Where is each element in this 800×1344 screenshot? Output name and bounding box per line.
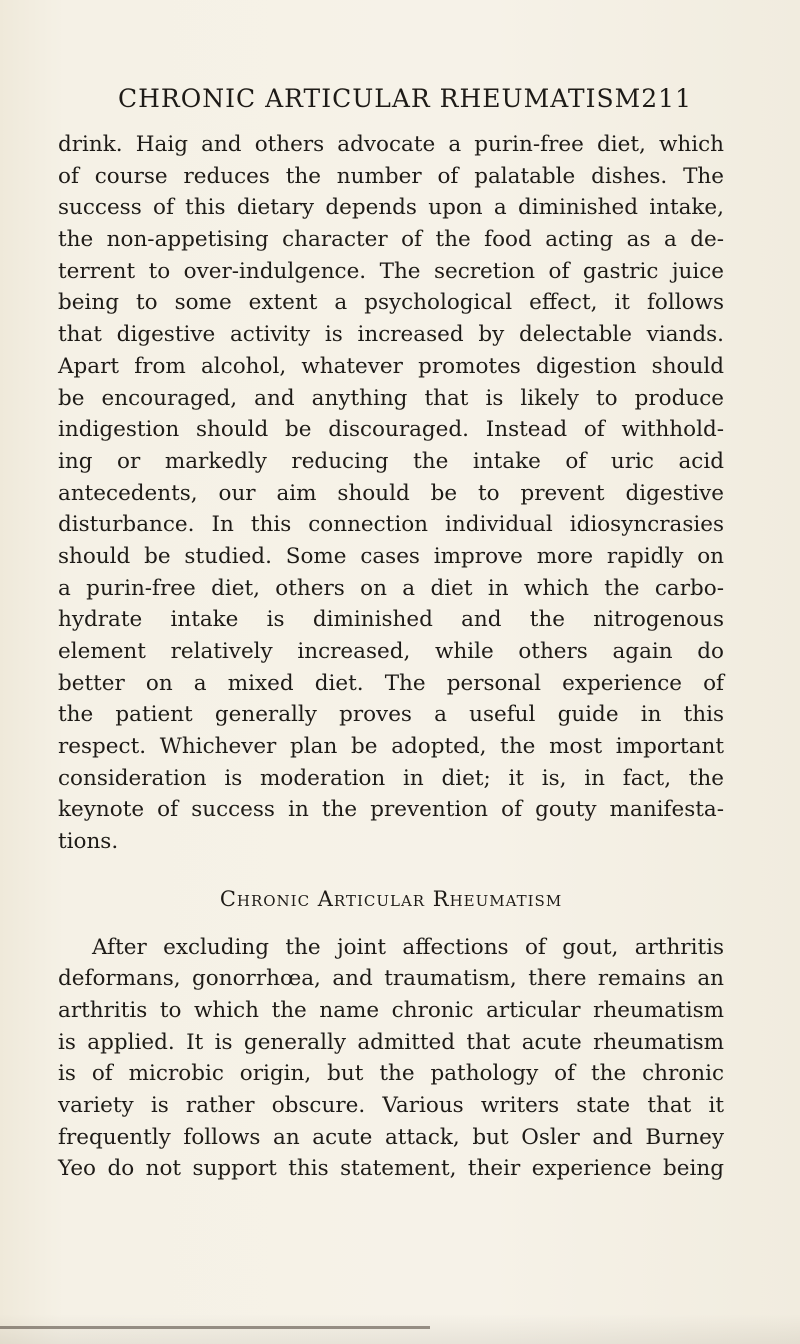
running-head — [118, 84, 692, 116]
text-line: tions. — [58, 829, 119, 855]
text-line: the patient generally proves a useful guide in this — [58, 702, 724, 728]
section-heading: Chronic Articular Rheumatism — [219, 886, 563, 911]
text-line: element relatively increased, while others again do — [58, 639, 724, 664]
running-head-title: CHRONIC ARTICULAR RHEUMATISM — [118, 84, 642, 113]
text-line: should be studied. Some cases improve more rapidly on — [58, 543, 724, 569]
text-line: indigestion should be discouraged. Instead of withhold- — [58, 417, 724, 443]
text-line: arthritis to which the name chronic articular rheumatism — [58, 997, 724, 1023]
text-line: variety is rather obscure. Various writers state that it — [58, 1092, 724, 1118]
text-line: ing or markedly reducing the intake of uric acid — [58, 448, 724, 474]
text-line: being to some extent a psychological effect, it follows — [58, 290, 724, 316]
text-line: better on a mixed diet. The personal experience of — [58, 670, 724, 696]
page-number: 211 — [641, 84, 692, 113]
text-line: of course reduces the number of palatable dishes. The — [58, 163, 724, 189]
text-line: antecedents, our aim should be to prevent digestive — [58, 480, 724, 506]
text-line: is of microbic origin, but the pathology of the chronic — [58, 1061, 724, 1087]
text-line: After excluding the joint affections of gout, arthritis — [92, 934, 724, 960]
paragraph — [58, 932, 724, 1186]
text-line: Apart from alcohol, whatever promotes digestion should — [58, 353, 724, 379]
text-line: Yeo do not support this statement, their experience being — [58, 1156, 724, 1182]
text-line: consideration is moderation in diet; it is, in fact, the — [58, 765, 724, 791]
paragraph — [58, 129, 724, 858]
text-line: terrent to over-indulgence. The secretion of gastric juice — [58, 258, 724, 284]
text-line: a purin-free diet, others on a diet in which the carbo- — [58, 575, 724, 601]
text-line: is applied. It is generally admitted that acute rheumatism — [58, 1029, 724, 1055]
text-line: that digestive activity is increased by delectable viands. — [58, 322, 724, 348]
text-line: drink. Haig and others advocate a purin-free diet, which — [58, 132, 724, 157]
page-bottom-shadow — [0, 1314, 800, 1344]
text-line: deformans, gonorrhœa, and traumatism, there remains an — [58, 966, 724, 992]
text-line: success of this dietary depends upon a diminished intake, — [58, 195, 724, 221]
text-line: keynote of success in the prevention of gouty manifesta- — [58, 797, 724, 823]
text-line: hydrate intake is diminished and the nitrogenous — [58, 607, 724, 633]
text-line: be encouraged, and anything that is likely to produce — [58, 385, 724, 411]
text-line: respect. Whichever plan be adopted, the most important — [58, 734, 724, 760]
text-line: frequently follows an acute attack, but Osler and Burney — [58, 1124, 724, 1150]
page-edge-line — [0, 1326, 430, 1329]
body-text — [58, 129, 724, 1185]
text-line: the non-appetising character of the food acting as a de- — [58, 227, 724, 253]
text-line: disturbance. In this connection individual idiosyncrasies — [58, 512, 724, 538]
